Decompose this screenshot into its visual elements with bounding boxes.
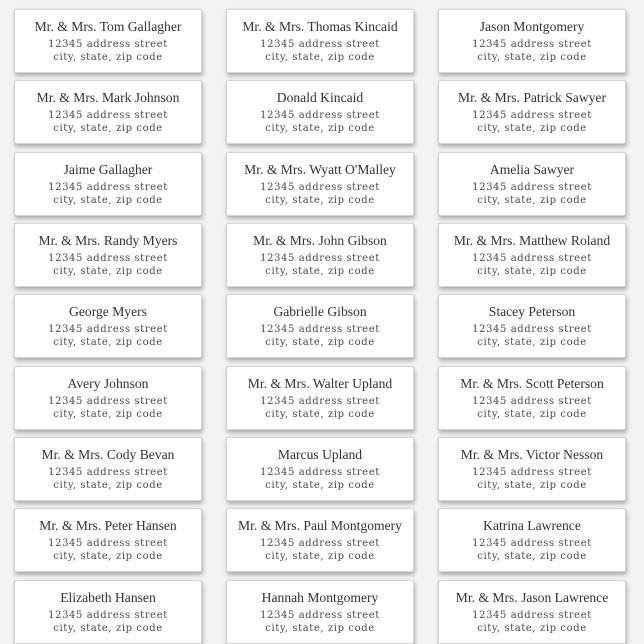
street-address: 12345 address street [260,253,380,264]
city-state-zip: city, state, zip code [265,266,375,277]
recipient-name: Mr. & Mrs. Patrick Sawyer [457,90,606,105]
recipient-name: Mr. & Mrs. Paul Montgomery [238,518,402,533]
recipient-name: Avery Johnson [67,376,149,391]
recipient-name: Mr. & Mrs. Tom Gallagher [34,19,182,34]
street-address: 12345 address street [472,253,592,264]
address-label[interactable] [14,508,202,572]
address-label[interactable] [438,294,626,358]
recipient-name: Jason Montgomery [479,19,585,34]
street-address: 12345 address street [472,324,592,335]
city-state-zip: city, state, zip code [53,195,163,206]
street-address: 12345 address street [48,396,168,407]
street-address: 12345 address street [48,39,168,50]
city-state-zip: city, state, zip code [477,480,587,491]
recipient-name: Mr. & Mrs. Victor Nesson [460,447,604,462]
recipient-name: Mr. & Mrs. John Gibson [253,233,387,248]
recipient-name: Mr. & Mrs. Walter Upland [247,376,393,391]
city-state-zip: city, state, zip code [265,480,375,491]
street-address: 12345 address street [48,182,168,193]
recipient-name: Amelia Sawyer [489,162,575,177]
street-address: 12345 address street [48,610,168,621]
city-state-zip: city, state, zip code [265,409,375,420]
city-state-zip: city, state, zip code [53,480,163,491]
street-address: 12345 address street [472,396,592,407]
address-label[interactable] [226,508,414,572]
street-address: 12345 address street [472,182,592,193]
street-address: 12345 address street [48,467,168,478]
recipient-name: Donald Kincaid [276,90,364,105]
address-label[interactable] [226,223,414,287]
city-state-zip: city, state, zip code [477,409,587,420]
recipient-name: Mr. & Mrs. Mark Johnson [36,90,180,105]
street-address: 12345 address street [48,538,168,549]
city-state-zip: city, state, zip code [477,123,587,134]
address-label[interactable] [14,223,202,287]
street-address: 12345 address street [472,467,592,478]
address-label[interactable] [14,294,202,358]
recipient-name: Katrina Lawrence [483,518,581,533]
address-label[interactable] [438,580,626,644]
recipient-name: Mr. & Mrs. Thomas Kincaid [242,19,398,34]
street-address: 12345 address street [260,182,380,193]
city-state-zip: city, state, zip code [265,337,375,348]
recipient-name: Mr. & Mrs. Matthew Roland [453,233,611,248]
city-state-zip: city, state, zip code [477,195,587,206]
street-address: 12345 address street [260,538,380,549]
city-state-zip: city, state, zip code [477,623,587,634]
street-address: 12345 address street [260,324,380,335]
address-label[interactable] [438,9,626,73]
street-address: 12345 address street [48,253,168,264]
street-address: 12345 address street [472,110,592,121]
recipient-name: Mr. & Mrs. Scott Peterson [460,376,604,391]
city-state-zip: city, state, zip code [265,623,375,634]
address-label[interactable] [226,294,414,358]
recipient-name: Jaime Gallagher [63,162,153,177]
city-state-zip: city, state, zip code [53,623,163,634]
recipient-name: Gabrielle Gibson [273,304,367,319]
recipient-name: George Myers [69,304,147,319]
city-state-zip: city, state, zip code [265,195,375,206]
city-state-zip: city, state, zip code [53,123,163,134]
address-label[interactable] [438,223,626,287]
address-label[interactable] [14,152,202,216]
address-label[interactable] [226,437,414,501]
street-address: 12345 address street [472,538,592,549]
address-label[interactable] [14,580,202,644]
city-state-zip: city, state, zip code [53,337,163,348]
address-label[interactable] [438,80,626,144]
address-label[interactable] [438,437,626,501]
address-label[interactable] [438,508,626,572]
address-label[interactable] [226,9,414,73]
street-address: 12345 address street [260,110,380,121]
address-label[interactable] [438,152,626,216]
street-address: 12345 address street [260,39,380,50]
street-address: 12345 address street [260,396,380,407]
street-address: 12345 address street [472,610,592,621]
city-state-zip: city, state, zip code [53,409,163,420]
city-state-zip: city, state, zip code [265,551,375,562]
address-label[interactable] [14,80,202,144]
city-state-zip: city, state, zip code [477,551,587,562]
address-label[interactable] [226,580,414,644]
recipient-name: Stacey Peterson [488,304,576,319]
recipient-name: Mr. & Mrs. Cody Bevan [41,447,175,462]
recipient-name: Marcus Upland [277,447,363,462]
city-state-zip: city, state, zip code [53,266,163,277]
recipient-name: Mr. & Mrs. Randy Myers [38,233,178,248]
address-label[interactable] [438,366,626,430]
city-state-zip: city, state, zip code [265,52,375,63]
city-state-zip: city, state, zip code [53,52,163,63]
street-address: 12345 address street [260,610,380,621]
city-state-zip: city, state, zip code [477,337,587,348]
recipient-name: Elizabeth Hansen [60,590,156,605]
address-label[interactable] [14,437,202,501]
address-label[interactable] [226,152,414,216]
address-label[interactable] [14,366,202,430]
address-label[interactable] [226,80,414,144]
recipient-name: Mr. & Mrs. Wyatt O'Malley [244,162,396,177]
street-address: 12345 address street [260,467,380,478]
street-address: 12345 address street [472,39,592,50]
address-label[interactable] [226,366,414,430]
city-state-zip: city, state, zip code [53,551,163,562]
street-address: 12345 address street [48,110,168,121]
recipient-name: Mr. & Mrs. Jason Lawrence [455,590,609,605]
address-label[interactable] [14,9,202,73]
street-address: 12345 address street [48,324,168,335]
city-state-zip: city, state, zip code [477,52,587,63]
recipient-name: Hannah Montgomery [261,590,379,605]
recipient-name: Mr. & Mrs. Peter Hansen [39,518,177,533]
city-state-zip: city, state, zip code [477,266,587,277]
city-state-zip: city, state, zip code [265,123,375,134]
